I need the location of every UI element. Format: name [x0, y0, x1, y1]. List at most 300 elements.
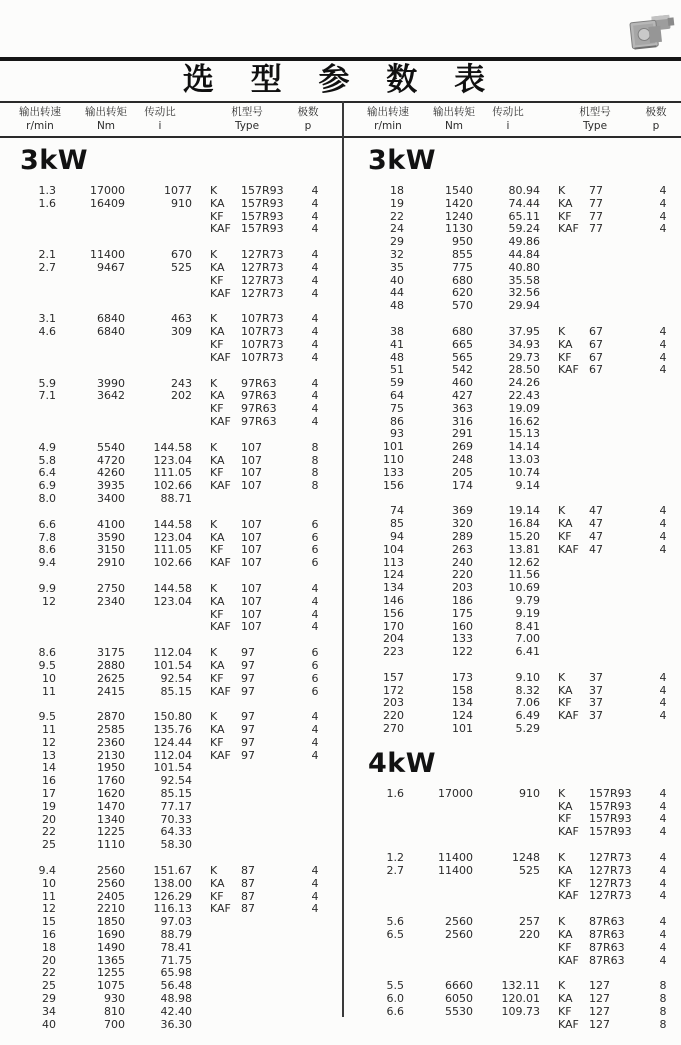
speed-cell	[348, 813, 404, 826]
table-row	[348, 390, 681, 403]
type-prefix: K	[210, 440, 218, 454]
type-cell	[558, 480, 650, 493]
type-prefix: KF	[558, 209, 572, 223]
type-size: 127	[589, 992, 610, 1006]
torque-cell: 205	[452, 465, 473, 479]
type-prefix: KA	[210, 325, 225, 339]
type-prefix: K	[210, 248, 218, 262]
type-prefix: KF	[210, 466, 224, 480]
type-size: 87R63	[589, 915, 625, 929]
torque-cell: 1690	[97, 928, 125, 942]
ratio-cell: 101.54	[153, 658, 192, 672]
torque-cell	[56, 352, 125, 365]
poles-cell	[650, 467, 676, 480]
torque-cell: 570	[452, 299, 473, 313]
type-prefix: K	[210, 312, 218, 326]
poles-cell: 4	[659, 876, 667, 890]
type-prefix: KF	[210, 671, 224, 685]
speed-cell: 22	[42, 825, 56, 839]
poles-cell	[302, 942, 328, 955]
type-prefix: KF	[558, 1005, 572, 1019]
type-prefix: KAF	[558, 1017, 579, 1031]
ratio-cell: 44.84	[508, 247, 540, 261]
type-size: 47	[589, 529, 603, 543]
ratio-cell: 144.58	[153, 517, 192, 531]
type-cell	[210, 416, 302, 429]
speed-cell: 9.5	[38, 710, 56, 724]
type-prefix: KF	[210, 337, 224, 351]
header-unit: p	[652, 120, 660, 132]
poles-cell: 4	[311, 376, 319, 390]
table-row	[0, 198, 343, 211]
type-prefix: K	[210, 710, 218, 724]
poles-cell: 4	[311, 286, 319, 300]
torque-cell	[56, 403, 125, 416]
speed-cell: 223	[383, 645, 404, 659]
type-prefix: KA	[558, 863, 573, 877]
table-row	[0, 519, 343, 532]
torque-cell: 263	[452, 542, 473, 556]
type-cell	[210, 775, 302, 788]
type-cell	[558, 569, 650, 582]
ratio-cell: 16.62	[508, 414, 540, 428]
ratio-cell	[473, 878, 540, 891]
table-row	[0, 223, 343, 236]
table-row	[0, 596, 343, 609]
type-prefix: K	[210, 864, 218, 878]
poles-cell: 4	[311, 864, 319, 878]
type-prefix: K	[558, 184, 566, 197]
type-size: 107	[241, 479, 262, 493]
poles-cell: 4	[659, 863, 667, 877]
type-cell	[558, 185, 650, 198]
ratio-cell: 10.69	[508, 581, 540, 595]
torque-cell: 6840	[97, 312, 125, 326]
ratio-cell: 150.80	[153, 710, 192, 724]
speed-cell: 5.9	[38, 376, 56, 390]
type-size: 47	[589, 517, 603, 531]
ratio-cell: 243	[171, 376, 192, 390]
table-row	[348, 608, 681, 621]
table-row	[0, 442, 343, 455]
speed-cell: 22	[390, 209, 404, 223]
poles-cell	[302, 826, 328, 839]
ratio-cell: 112.04	[153, 646, 192, 660]
table-row	[348, 198, 681, 211]
ratio-cell: 13.03	[508, 452, 540, 466]
ratio-cell: 64.33	[160, 825, 192, 839]
poles-cell: 4	[659, 196, 667, 210]
type-cell	[558, 531, 650, 544]
torque-cell: 565	[452, 350, 473, 364]
speed-cell: 9.4	[38, 864, 56, 878]
poles-cell: 6	[311, 646, 319, 660]
type-cell	[210, 557, 302, 570]
row-group	[348, 185, 681, 313]
speed-cell: 204	[383, 632, 404, 646]
ratio-cell: 138.00	[153, 876, 192, 890]
speed-cell: 1.3	[38, 184, 56, 197]
left-table-column	[0, 141, 343, 1044]
poles-cell: 4	[659, 683, 667, 697]
type-cell	[558, 890, 650, 903]
speed-cell: 75	[390, 401, 404, 415]
type-cell	[210, 878, 302, 891]
poles-cell	[650, 441, 676, 454]
torque-cell: 363	[452, 401, 473, 415]
type-prefix: KF	[558, 529, 572, 543]
type-cell	[210, 980, 302, 993]
type-size: 107	[241, 581, 262, 595]
ratio-cell	[473, 801, 540, 814]
ratio-cell: 40.80	[508, 260, 540, 274]
type-cell	[210, 352, 302, 365]
torque-cell: 175	[452, 606, 473, 620]
torque-cell: 460	[452, 376, 473, 390]
torque-cell: 2750	[97, 581, 125, 595]
type-size: 107	[241, 543, 262, 557]
type-size: 127R73	[589, 876, 632, 890]
row-group	[348, 672, 681, 736]
header-name: 输出转速	[367, 106, 409, 118]
torque-cell: 133	[452, 632, 473, 646]
type-cell	[558, 236, 650, 249]
speed-cell: 15	[42, 915, 56, 929]
table-row	[348, 339, 681, 352]
title-underline	[0, 101, 681, 103]
type-cell	[558, 723, 650, 736]
torque-cell: 11400	[438, 851, 473, 865]
poles-cell: 4	[311, 260, 319, 274]
type-prefix: KF	[558, 812, 572, 826]
speed-cell: 8.6	[38, 646, 56, 660]
table-row	[0, 724, 343, 737]
ratio-cell: 123.04	[153, 530, 192, 544]
header-output-speed	[352, 105, 424, 133]
type-prefix: KF	[558, 876, 572, 890]
speed-cell	[0, 339, 56, 352]
type-size: 97R63	[241, 389, 277, 403]
type-size: 127R73	[241, 273, 284, 287]
type-size: 67	[589, 350, 603, 364]
type-size: 107	[241, 607, 262, 621]
poles-cell: 8	[311, 479, 319, 493]
type-prefix: K	[558, 504, 566, 518]
ratio-cell: 257	[519, 915, 540, 929]
poles-cell: 4	[659, 786, 667, 800]
ratio-cell: 144.58	[153, 440, 192, 454]
table-row	[348, 582, 681, 595]
ratio-cell: 9.19	[515, 606, 540, 620]
type-prefix: KA	[558, 683, 573, 697]
type-prefix: K	[210, 517, 218, 531]
type-cell	[558, 544, 650, 557]
ratio-cell: 36.30	[160, 1017, 192, 1031]
ratio-cell: 32.56	[508, 286, 540, 300]
table-row	[0, 262, 343, 275]
type-prefix: KA	[558, 196, 573, 210]
type-prefix: KF	[558, 940, 572, 954]
speed-cell: 41	[390, 337, 404, 351]
table-row	[348, 890, 681, 903]
ratio-cell: 6.41	[515, 645, 540, 659]
ratio-cell: 74.44	[508, 196, 540, 210]
table-row	[0, 288, 343, 301]
poles-cell: 4	[311, 902, 319, 916]
poles-cell: 6	[311, 543, 319, 557]
right-table-header	[348, 105, 681, 136]
type-size: 97R63	[241, 376, 277, 390]
poles-cell: 4	[311, 389, 319, 403]
right-table-column	[348, 141, 681, 1045]
torque-cell	[404, 826, 473, 839]
ratio-cell: 9.79	[515, 593, 540, 607]
table-row	[0, 339, 343, 352]
poles-cell	[650, 557, 676, 570]
type-prefix: KAF	[558, 709, 579, 723]
speed-cell: 4.9	[38, 440, 56, 454]
torque-cell: 2130	[97, 748, 125, 762]
ratio-cell: 56.48	[160, 979, 192, 993]
table-row	[0, 583, 343, 596]
type-cell	[558, 275, 650, 288]
type-cell	[210, 223, 302, 236]
torque-cell: 248	[452, 452, 473, 466]
type-prefix: KF	[210, 402, 224, 416]
poles-cell: 4	[659, 940, 667, 954]
ratio-cell: 8.32	[515, 683, 540, 697]
ratio-cell: 101.54	[153, 761, 192, 775]
ratio-cell	[125, 275, 192, 288]
type-size: 37	[589, 683, 603, 697]
ratio-cell: 135.76	[153, 723, 192, 737]
type-size: 127R73	[241, 260, 284, 274]
row-group	[0, 313, 343, 364]
header-unit: Nm	[444, 120, 464, 132]
type-cell	[210, 493, 302, 506]
speed-cell	[0, 288, 56, 301]
type-prefix: KA	[210, 594, 225, 608]
torque-cell: 11400	[438, 863, 473, 877]
type-prefix: KF	[558, 696, 572, 710]
torque-cell: 855	[452, 247, 473, 261]
ratio-cell: 15.13	[508, 427, 540, 441]
ratio-cell: 37.95	[508, 324, 540, 338]
torque-cell: 680	[452, 324, 473, 338]
type-prefix: KAF	[210, 350, 231, 364]
poles-cell: 4	[311, 350, 319, 364]
torque-cell: 2910	[97, 556, 125, 570]
speed-cell: 7.1	[38, 389, 56, 403]
poles-cell: 8	[311, 466, 319, 480]
type-cell	[558, 441, 650, 454]
poles-cell	[302, 980, 328, 993]
table-row	[0, 185, 343, 198]
torque-cell	[56, 211, 125, 224]
type-prefix: KAF	[558, 363, 579, 377]
speed-cell	[348, 801, 404, 814]
torque-cell: 775	[452, 260, 473, 274]
type-size: 87R63	[589, 940, 625, 954]
type-size: 77	[589, 222, 603, 236]
torque-cell	[404, 878, 473, 891]
torque-cell: 316	[452, 414, 473, 428]
torque-cell: 16409	[90, 196, 125, 210]
type-size: 47	[589, 504, 603, 518]
row-group	[348, 916, 681, 967]
ratio-cell: 9.10	[515, 670, 540, 684]
torque-cell: 2585	[97, 723, 125, 737]
table-row	[0, 609, 343, 622]
type-size: 157R93	[241, 222, 284, 236]
speed-cell: 8.6	[38, 543, 56, 557]
speed-cell: 18	[390, 184, 404, 197]
torque-cell: 289	[452, 529, 473, 543]
poles-cell: 4	[659, 517, 667, 531]
poles-cell: 6	[311, 671, 319, 685]
speed-cell: 9.5	[38, 658, 56, 672]
torque-cell: 2560	[97, 876, 125, 890]
poles-cell: 8	[659, 992, 667, 1006]
speed-cell: 13	[42, 748, 56, 762]
poles-cell: 4	[311, 414, 319, 428]
speed-cell: 86	[390, 414, 404, 428]
table-row	[348, 595, 681, 608]
poles-cell: 4	[311, 222, 319, 236]
poles-cell	[302, 762, 328, 775]
ratio-cell	[125, 416, 192, 429]
torque-cell: 3935	[97, 479, 125, 493]
row-group	[348, 505, 681, 659]
type-cell	[210, 955, 302, 968]
type-prefix: KAF	[558, 889, 579, 903]
header-unit: Type	[582, 120, 608, 132]
ratio-cell: 13.81	[508, 542, 540, 556]
poles-cell	[650, 621, 676, 634]
poles-cell: 4	[311, 325, 319, 339]
ratio-cell: 309	[171, 325, 192, 339]
speed-cell	[0, 403, 56, 416]
speed-cell: 220	[383, 709, 404, 723]
torque-cell: 930	[104, 992, 125, 1006]
poles-cell: 4	[311, 581, 319, 595]
poles-cell: 8	[311, 453, 319, 467]
table-row	[348, 544, 681, 557]
type-cell	[558, 557, 650, 570]
type-size: 107	[241, 530, 262, 544]
ratio-cell: 5.29	[515, 722, 540, 736]
ratio-cell: 88.71	[160, 491, 192, 505]
ratio-cell: 120.01	[501, 992, 540, 1006]
poles-cell	[302, 916, 328, 929]
type-size: 97	[241, 723, 255, 737]
speed-cell: 93	[390, 427, 404, 441]
speed-cell: 157	[383, 670, 404, 684]
type-size: 157R93	[589, 786, 632, 800]
poles-cell: 4	[311, 710, 319, 724]
speed-cell: 9.4	[38, 556, 56, 570]
torque-cell: 3150	[97, 543, 125, 557]
speed-cell: 35	[390, 260, 404, 274]
speed-cell: 34	[42, 1004, 56, 1018]
type-cell	[210, 660, 302, 673]
poles-cell	[650, 595, 676, 608]
row-group	[0, 711, 343, 852]
speed-cell: 5.6	[386, 915, 404, 929]
type-prefix: KAF	[558, 542, 579, 556]
speed-cell	[0, 211, 56, 224]
speed-cell	[348, 955, 404, 968]
torque-cell: 1850	[97, 915, 125, 929]
torque-cell: 2340	[97, 594, 125, 608]
torque-cell: 2880	[97, 658, 125, 672]
type-cell	[558, 326, 650, 339]
torque-cell: 124	[452, 709, 473, 723]
speed-cell: 101	[383, 440, 404, 454]
table-row	[348, 249, 681, 262]
torque-cell: 2210	[97, 902, 125, 916]
ratio-cell: 34.93	[508, 337, 540, 351]
table-row	[0, 403, 343, 416]
table-row	[348, 723, 681, 736]
speed-cell: 40	[390, 273, 404, 287]
ratio-cell: 126.29	[153, 889, 192, 903]
ratio-cell: 111.05	[153, 466, 192, 480]
type-size: 97	[241, 671, 255, 685]
type-size: 157R93	[589, 825, 632, 839]
table-row	[348, 454, 681, 467]
type-cell	[210, 929, 302, 942]
torque-cell: 665	[452, 337, 473, 351]
speed-cell: 4.6	[38, 325, 56, 339]
header-underline	[0, 136, 681, 138]
torque-cell	[404, 955, 473, 968]
table-row	[0, 686, 343, 699]
speed-cell: 6.9	[38, 479, 56, 493]
speed-cell: 11	[42, 889, 56, 903]
ratio-cell: 8.41	[515, 619, 540, 633]
table-row	[348, 262, 681, 275]
torque-cell: 2870	[97, 710, 125, 724]
header-name: 极数	[645, 106, 667, 118]
ratio-cell: 97.03	[160, 915, 192, 929]
type-size: 127	[589, 1005, 610, 1019]
table-row	[0, 673, 343, 686]
poles-cell: 4	[659, 825, 667, 839]
table-row	[0, 660, 343, 673]
poles-cell: 4	[659, 184, 667, 197]
poles-cell: 4	[311, 594, 319, 608]
type-prefix: K	[558, 915, 566, 929]
type-cell	[558, 300, 650, 313]
speed-cell: 14	[42, 761, 56, 775]
type-size: 47	[589, 542, 603, 556]
type-prefix: KF	[210, 209, 224, 223]
header-poles	[634, 105, 678, 133]
type-size: 67	[589, 337, 603, 351]
speed-cell: 170	[383, 619, 404, 633]
type-prefix: K	[558, 670, 566, 684]
ratio-cell: 1077	[164, 184, 192, 197]
poles-cell	[650, 377, 676, 390]
speed-cell: 10	[42, 876, 56, 890]
poles-cell	[302, 993, 328, 1006]
type-size: 107	[241, 594, 262, 608]
header-name: 机型号	[579, 106, 611, 118]
torque-cell: 5540	[97, 440, 125, 454]
speed-cell: 12	[42, 594, 56, 608]
type-size: 107	[241, 466, 262, 480]
